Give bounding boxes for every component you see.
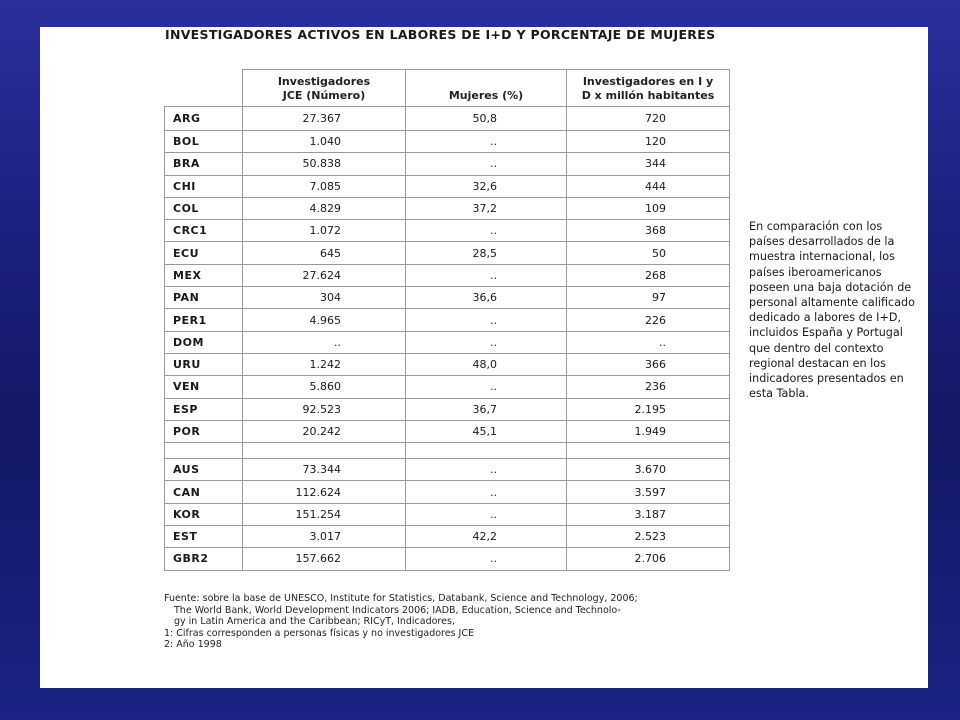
slide-page [40, 27, 928, 688]
commentary-line: poseen una baja dotación de [749, 280, 912, 294]
footnote-line: Fuente: sobre la base de UNESCO, Institute for Statistics, Databank, Science and Technology, 2006; [164, 593, 638, 604]
country-code-cell: URU [165, 353, 243, 375]
women-percent-cell: 36,7 [406, 398, 567, 420]
women-percent-cell: 48,0 [406, 353, 567, 375]
table-row [165, 287, 730, 309]
header-line: Investigadores [277, 75, 371, 88]
country-code-cell: KOR [165, 503, 243, 525]
researchers-jce-cell: 73.344 [243, 459, 406, 481]
women-percent-cell: .. [406, 309, 567, 331]
header-line: JCE (Número) [282, 89, 366, 102]
table-row [165, 376, 730, 398]
table-row [165, 220, 730, 242]
researchers-per-million-cell: .. [567, 331, 730, 353]
commentary-line: países iberoamericanos [749, 265, 882, 279]
researchers-jce-cell: 1.242 [243, 353, 406, 375]
researchers-jce-cell: 3.017 [243, 526, 406, 548]
header-line: Investigadores en I y [582, 75, 714, 88]
women-percent-cell: .. [406, 459, 567, 481]
footnote-line: 1: Cifras corresponden a personas físicas y no investigadores JCE [164, 627, 474, 639]
country-code-cell: ARG [165, 107, 243, 131]
women-percent-cell: .. [406, 376, 567, 398]
header-line: Mujeres (%) [448, 89, 524, 102]
researchers-jce-cell: 4.829 [243, 197, 406, 219]
country-code-cell: ECU [165, 242, 243, 264]
table-row [165, 459, 730, 481]
researchers-jce-cell: 4.965 [243, 309, 406, 331]
country-code-cell: POR [165, 420, 243, 442]
women-percent-cell: .. [406, 503, 567, 525]
separator-cell [406, 443, 567, 459]
women-percent-cell: .. [406, 131, 567, 153]
footnote-line: gy in Latin America and the Caribbean; RICyT, Indicadores, [174, 616, 455, 628]
commentary-line: que dentro del contexto [749, 341, 884, 355]
table-row [165, 197, 730, 219]
women-percent-cell: 32,6 [406, 175, 567, 197]
researchers-jce-cell: 92.523 [243, 398, 406, 420]
researchers-jce-cell: .. [243, 331, 406, 353]
separator-cell [567, 443, 730, 459]
women-percent-cell: .. [406, 481, 567, 503]
women-percent-cell: 37,2 [406, 197, 567, 219]
women-percent-cell: .. [406, 153, 567, 175]
researchers-jce-cell: 20.242 [243, 420, 406, 442]
women-percent-cell: .. [406, 264, 567, 286]
header-blank-cell [165, 70, 243, 107]
researchers-jce-cell: 27.367 [243, 107, 406, 131]
table-row [165, 175, 730, 197]
researchers-per-million-cell: 226 [567, 309, 730, 331]
researchers-per-million-cell: 268 [567, 264, 730, 286]
table-row [165, 420, 730, 442]
table-row [165, 548, 730, 570]
researchers-per-million-cell: 2.195 [567, 398, 730, 420]
source-footnote [164, 593, 704, 651]
women-percent-cell: .. [406, 331, 567, 353]
table-row [165, 131, 730, 153]
commentary-line: países desarrollados de la [749, 235, 895, 249]
footnote-line: 2: Año 1998 [164, 639, 222, 651]
table-row [165, 107, 730, 131]
country-code-cell: EST [165, 526, 243, 548]
commentary-line: muestra internacional, los [749, 250, 895, 264]
country-code-cell: BOL [165, 131, 243, 153]
country-code-cell: CRC1 [165, 220, 243, 242]
researchers-jce-cell: 304 [243, 287, 406, 309]
researchers-per-million-cell: 97 [567, 287, 730, 309]
separator-cell [165, 443, 243, 459]
researchers-per-million-cell: 50 [567, 242, 730, 264]
researchers-per-million-cell: 109 [567, 197, 730, 219]
footnote-line: The World Bank, World Development Indicators 2006; IADB, Education, Science and Technolo- [174, 604, 621, 616]
table-row [165, 526, 730, 548]
country-code-cell: MEX [165, 264, 243, 286]
researchers-jce-cell: 1.072 [243, 220, 406, 242]
table-title: INVESTIGADORES ACTIVOS EN LABORES DE I+D Y PORCENTAJE DE MUJERES [165, 27, 716, 42]
researchers-per-million-cell: 444 [567, 175, 730, 197]
country-code-cell: GBR2 [165, 548, 243, 570]
researchers-per-million-cell: 2.523 [567, 526, 730, 548]
country-code-cell: VEN [165, 376, 243, 398]
header-row [165, 70, 730, 107]
country-code-cell: DOM [165, 331, 243, 353]
header-line: D x millón habitantes [581, 89, 715, 102]
researchers-per-million-cell: 2.706 [567, 548, 730, 570]
researchers-per-million-cell: 368 [567, 220, 730, 242]
commentary-line: dedicado a labores de I+D, [749, 311, 902, 325]
table-row [165, 481, 730, 503]
researchers-per-million-cell: 344 [567, 153, 730, 175]
researchers-jce-cell: 157.662 [243, 548, 406, 570]
researchers-jce-cell: 151.254 [243, 503, 406, 525]
researchers-jce-cell: 7.085 [243, 175, 406, 197]
researchers-per-million-cell: 720 [567, 107, 730, 131]
table-row [165, 503, 730, 525]
women-percent-cell: 50,8 [406, 107, 567, 131]
country-code-cell: CAN [165, 481, 243, 503]
researchers-jce-cell: 5.860 [243, 376, 406, 398]
table-row [165, 309, 730, 331]
women-percent-cell: 28,5 [406, 242, 567, 264]
table-row [165, 353, 730, 375]
researchers-per-million-cell: 3.670 [567, 459, 730, 481]
country-code-cell: COL [165, 197, 243, 219]
researchers-jce-cell: 27.624 [243, 264, 406, 286]
commentary-line: esta Tabla. [749, 387, 809, 401]
group-separator-row [165, 443, 730, 459]
table-row [165, 398, 730, 420]
commentary-line: regional destacan en los [749, 356, 886, 370]
separator-cell [243, 443, 406, 459]
researchers-per-million-cell: 120 [567, 131, 730, 153]
side-commentary [749, 219, 929, 401]
country-code-cell: AUS [165, 459, 243, 481]
women-percent-cell: .. [406, 220, 567, 242]
researchers-jce-cell: 645 [243, 242, 406, 264]
women-percent-cell: 36,6 [406, 287, 567, 309]
data-table [164, 69, 730, 571]
researchers-per-million-cell: 3.187 [567, 503, 730, 525]
country-code-cell: PER1 [165, 309, 243, 331]
researchers-jce-cell: 112.624 [243, 481, 406, 503]
header-researchers-per-million [567, 70, 730, 107]
country-code-cell: CHI [165, 175, 243, 197]
country-code-cell: ESP [165, 398, 243, 420]
researchers-per-million-cell: 1.949 [567, 420, 730, 442]
header-women-percent [406, 70, 567, 107]
table-row [165, 264, 730, 286]
header-researchers-jce [243, 70, 406, 107]
commentary-line: En comparación con los [749, 220, 883, 233]
researchers-jce-cell: 50.838 [243, 153, 406, 175]
table-row [165, 242, 730, 264]
researchers-per-million-cell: 236 [567, 376, 730, 398]
commentary-line: incluidos España y Portugal [749, 326, 903, 340]
researchers-jce-cell: 1.040 [243, 131, 406, 153]
women-percent-cell: 45,1 [406, 420, 567, 442]
country-code-cell: BRA [165, 153, 243, 175]
researchers-per-million-cell: 3.597 [567, 481, 730, 503]
women-percent-cell: .. [406, 548, 567, 570]
researchers-per-million-cell: 366 [567, 353, 730, 375]
commentary-line: personal altamente calificado [749, 296, 915, 310]
commentary-line: indicadores presentados en [749, 372, 904, 386]
table-row [165, 331, 730, 353]
table-row [165, 153, 730, 175]
country-code-cell: PAN [165, 287, 243, 309]
women-percent-cell: 42,2 [406, 526, 567, 548]
